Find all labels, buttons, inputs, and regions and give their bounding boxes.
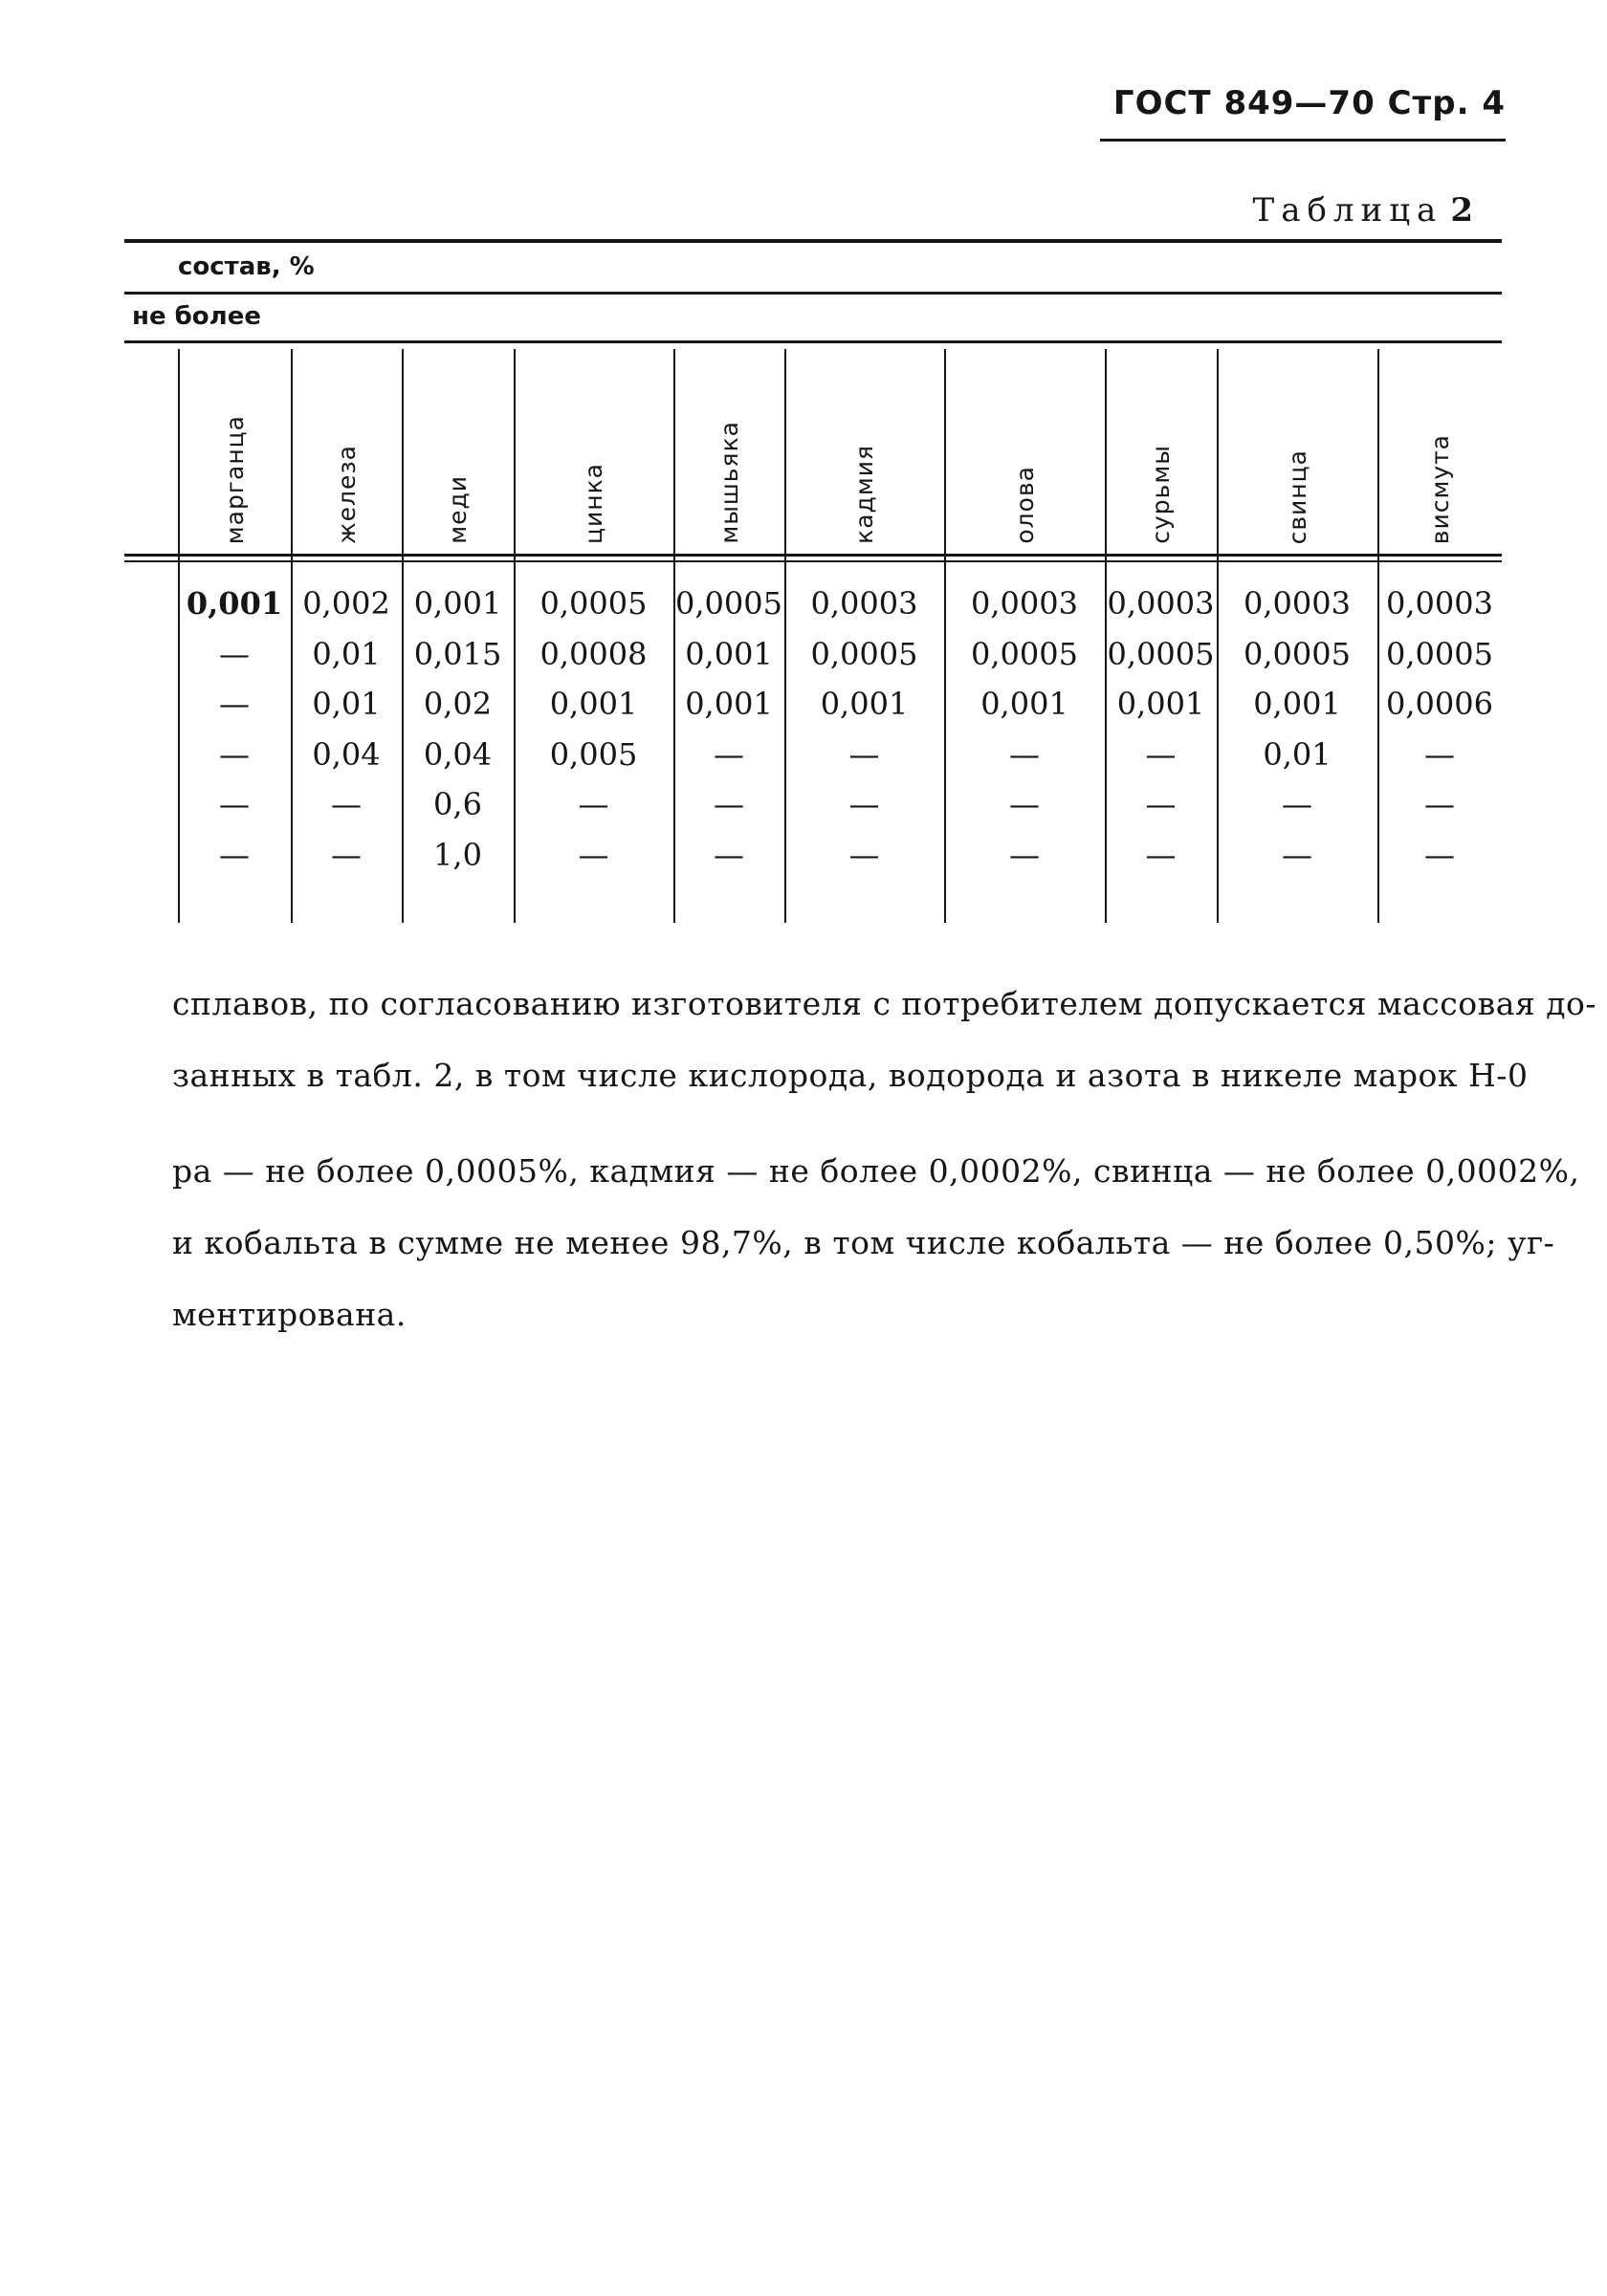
table-cell: 0,0008 — [539, 635, 648, 672]
column-divider — [291, 349, 293, 923]
column-header — [784, 349, 944, 554]
table-column — [1105, 349, 1217, 923]
column-divider — [1377, 349, 1379, 923]
paragraph-line: сплавов, по согласованию изготовителя с потребителем допускается массовая до- — [172, 985, 1597, 1022]
column-header — [402, 349, 514, 554]
table-cell: 0,001 — [685, 635, 773, 672]
table-cell: — — [219, 836, 250, 873]
column-header-label: кадмия — [850, 445, 878, 544]
table-cell: 0,04 — [423, 735, 493, 773]
column-header-label: меди — [444, 475, 472, 544]
table-cell: — — [1009, 836, 1040, 873]
paragraph-line: ментирована. — [172, 1296, 407, 1333]
table-cell: — — [219, 635, 250, 672]
table-cell: — — [219, 786, 250, 822]
table-cell: — — [1145, 735, 1177, 773]
column-header-label: цинка — [580, 462, 607, 544]
table-cell: — — [1424, 735, 1455, 773]
table-cell: 0,001 — [1116, 686, 1205, 722]
table-cell: — — [1009, 735, 1040, 773]
table-cell: 0,001 — [186, 585, 283, 622]
table-cell: 0,001 — [685, 686, 773, 722]
table-cell: 0,0005 — [675, 585, 782, 622]
column-header — [291, 349, 402, 554]
table-cell: — — [578, 836, 609, 873]
table-cell: 0,001 — [549, 686, 638, 722]
table-cell: — — [578, 786, 609, 822]
table-cell: — — [1145, 786, 1177, 822]
table-cell: 0,005 — [549, 735, 638, 773]
table-cell: 0,0003 — [1244, 585, 1351, 622]
column-divider — [514, 349, 516, 923]
column-header-label: свинца — [1283, 448, 1311, 544]
group-label-composition: состав, % — [178, 252, 315, 281]
table-cell: — — [1424, 786, 1455, 822]
table-cell: — — [331, 786, 362, 822]
table-column — [1377, 349, 1502, 923]
table-cell: 0,0003 — [1386, 585, 1493, 622]
table-column — [178, 349, 291, 923]
group-label-max: не более — [132, 302, 261, 331]
table-column — [1217, 349, 1377, 923]
table-caption — [1129, 191, 1473, 230]
table-cell: — — [219, 686, 250, 722]
paragraph-line: и кобальта в сумме не менее 98,7%, в том числе кобальта — не более 0,50%; уг- — [172, 1224, 1555, 1261]
column-divider — [1105, 349, 1107, 923]
column-header-label: висмута — [1425, 433, 1454, 544]
table-cell: 0,001 — [413, 585, 502, 622]
table-top-rule — [124, 239, 1502, 243]
column-header-label: сурьмы — [1147, 445, 1175, 544]
table-cell: — — [331, 836, 362, 873]
table-cell: 0,002 — [302, 585, 390, 622]
column-header — [1377, 349, 1502, 554]
table-cell: 0,0003 — [971, 585, 1078, 622]
column-header — [514, 349, 673, 554]
page-header: ГОСТ 849—70 Стр. 4 — [1112, 84, 1506, 122]
column-header — [1105, 349, 1217, 554]
column-divider — [784, 349, 786, 923]
paragraph-line: занных в табл. 2, в том числе кислорода, водорода и азота в никеле марок Н-0 — [172, 1057, 1529, 1094]
table-column — [673, 349, 784, 923]
column-header-label: олова — [1010, 466, 1039, 544]
paragraph-line: ра — не более 0,0005%, кадмия — не более 0,0002%, свинца — не более 0,0002%, — [172, 1152, 1580, 1190]
table-column — [402, 349, 514, 923]
column-divider — [1217, 349, 1219, 923]
table-cell: 0,0003 — [810, 585, 918, 622]
column-divider — [402, 349, 404, 923]
table-cell: 0,015 — [413, 635, 502, 672]
table-column — [291, 349, 402, 923]
column-divider — [944, 349, 946, 923]
table-cell: 0,0005 — [810, 635, 918, 672]
table-cell: 0,02 — [423, 686, 493, 722]
column-header — [673, 349, 784, 554]
column-header-label: железа — [332, 445, 361, 544]
table-cell: 0,001 — [980, 686, 1068, 722]
column-header — [1217, 349, 1377, 554]
table-cell: — — [219, 735, 250, 773]
column-header — [178, 349, 291, 554]
column-header-label: мышьяка — [715, 421, 743, 544]
table-cell: 0,01 — [312, 686, 381, 722]
table-cell: — — [1009, 786, 1040, 822]
table-cell: — — [1282, 786, 1312, 822]
table-cell: 0,01 — [312, 635, 381, 672]
table-cell: 0,0003 — [1107, 585, 1215, 622]
table-column — [514, 349, 673, 923]
column-divider — [673, 349, 675, 923]
table-cell: — — [1282, 836, 1312, 873]
header-rule — [1100, 139, 1506, 142]
table-cell: 0,0005 — [1244, 635, 1351, 672]
table-cell: — — [848, 786, 880, 822]
table-cell: 0,001 — [820, 686, 909, 722]
table-cell: 0,0005 — [1386, 635, 1493, 672]
table-cell: — — [714, 786, 744, 822]
table-cell: — — [1424, 836, 1455, 873]
table-cell: 0,0005 — [971, 635, 1078, 672]
table-rule — [124, 292, 1502, 295]
table-cell: 0,0005 — [1107, 635, 1215, 672]
table-caption-word: Таблица — [1252, 191, 1443, 230]
table-cell: — — [714, 836, 744, 873]
table-rule — [124, 340, 1502, 343]
table-column — [784, 349, 944, 923]
table-column — [944, 349, 1105, 923]
table-cell: — — [848, 836, 880, 873]
table-caption-number: 2 — [1450, 191, 1473, 230]
table-cell: 0,0006 — [1386, 686, 1493, 722]
table-cell: 0,001 — [1253, 686, 1341, 722]
table-cell: 0,01 — [1263, 735, 1332, 773]
column-header — [944, 349, 1105, 554]
table-cell: — — [1145, 836, 1177, 873]
table-cell: — — [848, 735, 880, 773]
column-header-label: марганца — [220, 414, 249, 544]
column-divider — [178, 349, 180, 923]
table-cell: 0,6 — [433, 786, 482, 822]
table-cell: 0,0005 — [539, 585, 648, 622]
table-cell: 0,04 — [312, 735, 381, 773]
table-cell: — — [714, 735, 744, 773]
table-cell: 1,0 — [433, 836, 482, 873]
